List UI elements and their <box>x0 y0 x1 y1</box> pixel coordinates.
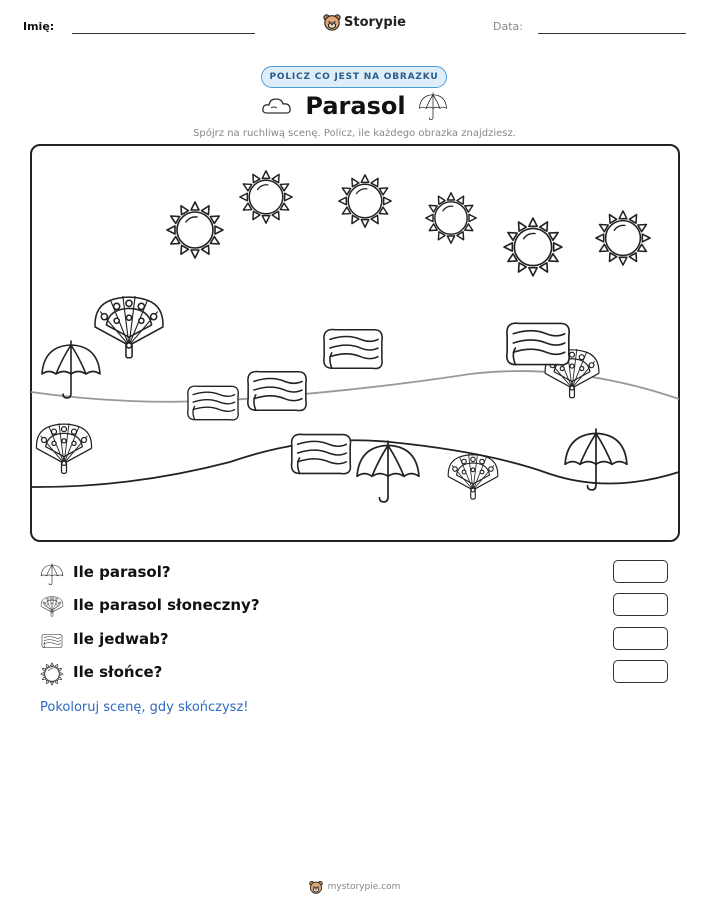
silk-icon <box>507 323 569 365</box>
date-line[interactable] <box>538 33 686 34</box>
question-text: Ile słońce? <box>73 663 163 681</box>
silk-icon <box>324 330 382 369</box>
brand-logo <box>323 13 406 31</box>
bear-logo-icon <box>309 880 323 894</box>
cloud-icon <box>261 96 293 116</box>
footer <box>0 880 709 894</box>
question-text: Ile parasol? <box>73 563 171 581</box>
sun-icon <box>40 662 64 686</box>
silk-icon <box>248 372 306 411</box>
footer-url[interactable]: mystorypie.com <box>327 882 401 892</box>
umbrella-icon <box>40 562 64 586</box>
title-row <box>0 91 709 121</box>
closing-instruction: Pokoloruj scenę, gdy skończysz! <box>40 700 249 715</box>
answer-box[interactable] <box>613 560 668 583</box>
brand-name: Storypie <box>344 14 406 30</box>
question-text: Ile jedwab? <box>73 630 169 648</box>
answer-box[interactable] <box>613 627 668 650</box>
worksheet-title: Parasol <box>305 92 406 120</box>
counting-scene <box>30 144 680 542</box>
question-row <box>40 660 670 688</box>
silk-icon <box>188 386 239 420</box>
name-line[interactable] <box>72 33 255 34</box>
category-badge: POLICZ CO JEST NA OBRAZKU <box>261 66 447 88</box>
question-row <box>40 627 670 655</box>
bear-logo-icon <box>323 13 341 31</box>
question-row <box>40 560 670 588</box>
silk-icon <box>40 629 64 653</box>
question-row <box>40 593 670 621</box>
answer-box[interactable] <box>613 593 668 616</box>
fan-icon <box>40 595 64 619</box>
silk-icon <box>292 434 351 473</box>
question-text: Ile parasol słoneczny? <box>73 596 260 614</box>
umbrella-icon <box>418 91 448 121</box>
instructions-text: Spójrz na ruchliwą scenę. Policz, ile każdego obrazka znajdziesz. <box>193 128 516 139</box>
date-label: Data: <box>493 20 523 33</box>
name-label: Imię: <box>23 20 55 33</box>
answer-box[interactable] <box>613 660 668 683</box>
